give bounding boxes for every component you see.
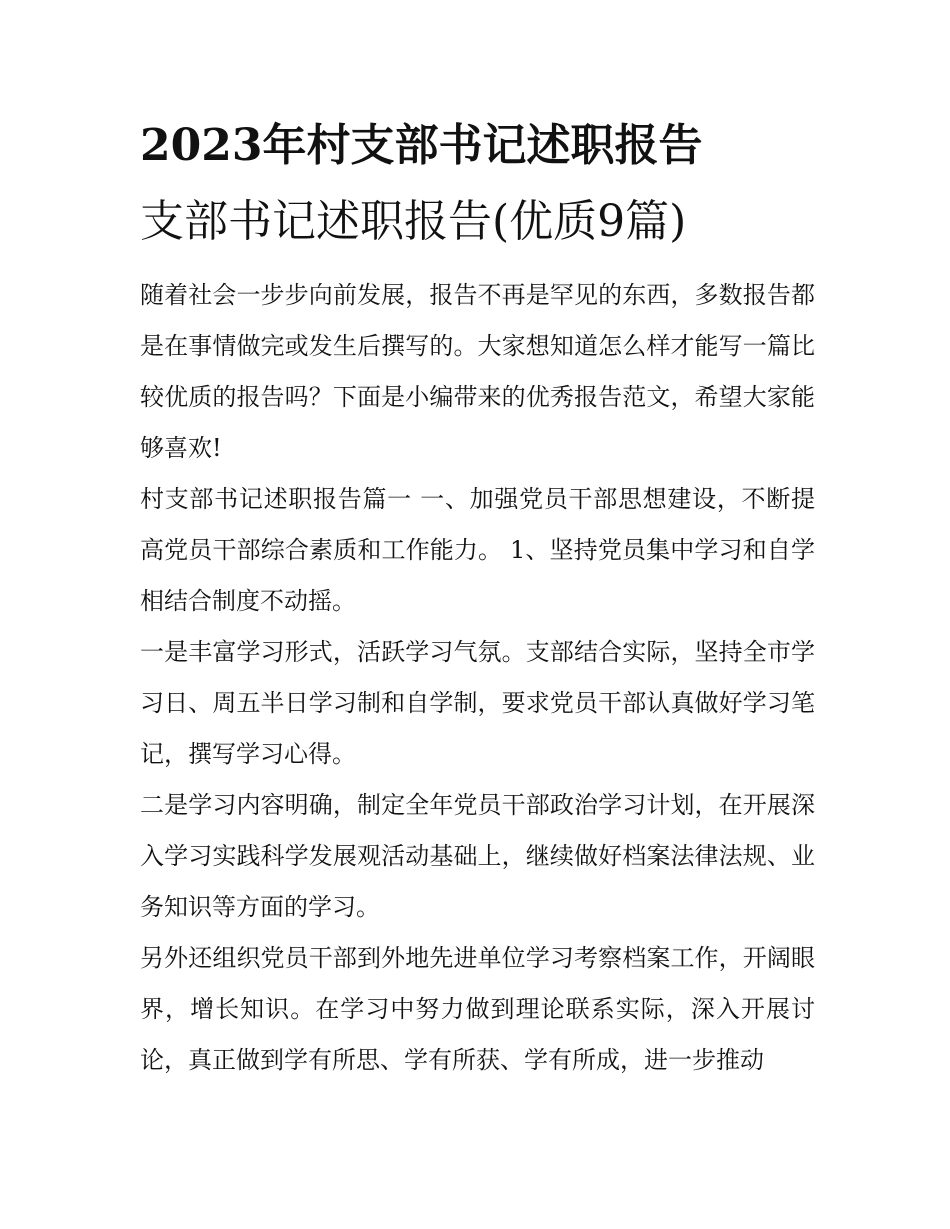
- paragraph-intro: 随着社会一步步向前发展，报告不再是罕见的东西，多数报告都是在事情做完或发生后撰写的。大家想知道怎么样才能写一篇比较优质的报告吗？下面是小编带来的优秀报告范文，希望大家能够喜欢!: [140, 281, 815, 462]
- document-page: [140, 118, 815, 1086]
- document-body: [140, 270, 815, 1086]
- paragraph-section-one: 村支部书记述职报告篇一 一、加强党员干部思想建设，不断提高党员干部综合素质和工作能力。 1、坚持党员集中学习和自学相结合制度不动摇。: [140, 485, 815, 615]
- document-subtitle: 支部书记述职报告(优质9篇): [140, 196, 687, 247]
- document-title: 2023年村支部书记述职报告: [140, 120, 703, 171]
- paragraph-point-one: 一是丰富学习形式，活跃学习气氛。支部结合实际，坚持全市学习日、周五半日学习制和自学制，要求党员干部认真做好学习笔记，撰写学习心得。: [140, 638, 815, 768]
- paragraph-additional: 另外还组织党员干部到外地先进单位学习考察档案工作，开阔眼界，增长知识。在学习中努力做到理论联系实际，深入开展讨论，真正做到学有所思、学有所获、学有所成，进一步推动: [140, 944, 815, 1074]
- paragraph-point-two: 二是学习内容明确，制定全年党员干部政治学习计划，在开展深入学习实践科学发展观活动基础上，继续做好档案法律法规、业务知识等方面的学习。: [140, 791, 815, 921]
